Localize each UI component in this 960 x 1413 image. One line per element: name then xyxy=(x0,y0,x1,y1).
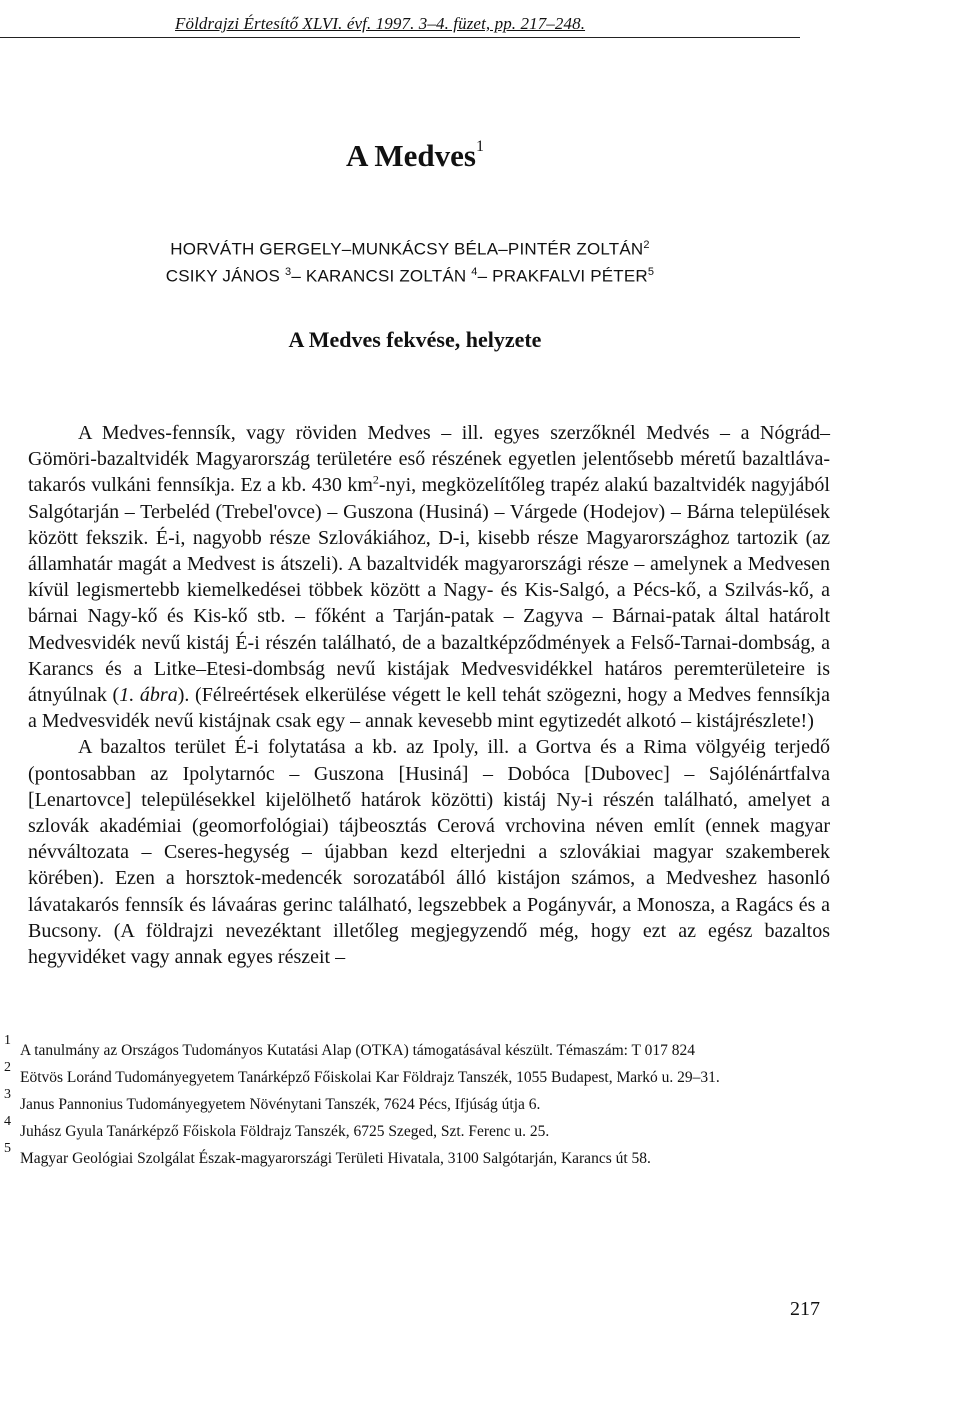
footnote-text: Magyar Geológiai Szolgálat Észak-magyarországi Területi Hivatala, 3100 Salgótarján, Karancs út 58. xyxy=(20,1150,651,1167)
author-footnote-mark: 3 xyxy=(285,265,292,278)
author-line-2-text: – PRAKFALVI PÉTER xyxy=(477,266,648,286)
section-heading: A Medves fekvése, helyzete xyxy=(288,327,542,352)
paragraph-text: ). (Félreértések elkerülése végett le kell tehát szögezni, hogy a Medves fennsíkja a Medvesvidék nevű kistájnak csak egy – annak kevesebb mint egytizedét alkotó – kistájrészlete!) xyxy=(28,684,830,733)
footnote-number: 1 xyxy=(4,1033,11,1048)
paragraph: A bazaltos terület É-i folytatása a kb. az Ipoly, ill. a Gortva és a Rima völgyéig terjedő (pontosabban az Ipolytarnóc – Guszona [Husiná] – Dobóca [Dubovec] – Sajólénártfalva [Lenartovce] településekkel kijelölhető határok közötti) kistáj Ny-i részén található, amelyet a szlovák akadémiai (geomorfológiai) tájbeosztás Cerová vrchovina néven említ (ennek magyar névváltozata – Cseres-hegység – újabban kezd elterjedni a szlovákiai magyar szakemberek körében). Ezen a horsztok-medencék sorozatából álló kistájon számos, a Medveshez hasonló lávatakarós fennsík és lávaáras gerinc található, legszebbek a Pogányvár, a Monosza, a Ragács és a Bucsony. (A földrajzi nevezéktant illetőleg megjegyzendő még, hogy ezt az egész bazaltos hegyvidéket vagy annak egyes részeit – xyxy=(28,736,830,969)
author-list xyxy=(0,234,820,287)
title-footnote-mark: 1 xyxy=(476,137,484,155)
footnote xyxy=(0,1087,830,1115)
article-title-text: A Medves xyxy=(345,138,476,173)
paragraph-text: A Medves-fennsík, vagy röviden Medves – ill. egyes szerzőknél Medvés – a Nógrád–Gömöri-bazaltvidék Magyarország területére eső részének egyetlen jelentősebb méretű bazaltláva-takarós vulkáni fennsíkja. Ez a kb. 430 km xyxy=(28,422,830,497)
author-footnote-mark: 2 xyxy=(643,239,650,251)
footnote xyxy=(0,1114,830,1142)
author-line-2-text: CSIKY JÁNOS xyxy=(165,266,285,286)
footnote xyxy=(0,1033,830,1061)
figure-reference: 1. ábra xyxy=(119,684,178,707)
footnote-text: Juhász Gyula Tanárképző Főiskola Földrajz Tanszék, 6725 Szeged, Szt. Ferenc u. 25. xyxy=(20,1123,550,1140)
author-footnote-mark: 4 xyxy=(471,265,478,278)
page-number: 217 xyxy=(790,1298,820,1320)
footnote-text: Eötvös Loránd Tudományegyetem Tanárképző Főiskolai Kar Földrajz Tanszék, 1055 Budapest, Markó u. 29–31. xyxy=(20,1069,720,1086)
footnote xyxy=(0,1060,830,1088)
footnote-number: 3 xyxy=(4,1087,11,1102)
header-rule xyxy=(0,37,800,38)
body-text xyxy=(28,420,830,970)
superscript: 2 xyxy=(372,472,379,487)
author-footnote-mark: 5 xyxy=(647,265,655,278)
footnotes xyxy=(0,1033,860,1175)
footnote-text: A tanulmány az Országos Tudományos Kutatási Alap (OTKA) támogatásával készült. Témaszám: T 017 824 xyxy=(20,1042,695,1059)
article-title xyxy=(0,138,830,174)
author-line-2-text: – KARANCSI ZOLTÁN xyxy=(291,266,472,286)
footnote-number: 2 xyxy=(4,1060,11,1075)
footnote xyxy=(0,1141,830,1169)
paragraph-text: -nyi, megközelítőleg trapéz alakú bazaltvidék nagyjából Salgótarján – Terbeléd (Trebel'ovce) – Guszona (Husiná) – Várgede (Hodejov) – Bárna települések között fekszik. É-i, nagyobb része Szlovákiához, D-i, kisebb része Magyarországhoz tartozik (az államhatár magát a Medvest is átszeli). A bazaltvidék magyarországi része – amelynek a Medvesen kívül legismertebb kiemelkedései többek között a Nagy- és Kis-Salgó, a Pécs-kő, a Szilvás-kő, a bárnai Nagy-kő és Kis-kő stb. – főként a Tarján-patak – Zagyva – Bárnai-patak által határolt Medvesvidék nevű kistáj É-i részén található, de a bazaltképződmények a Felső-Tarnai-dombság, a Karancs és a Litke–Etesi-dombság nevű kistájak Medvesvidékkel határos peremterületeire is átnyúlnak ( xyxy=(28,474,830,707)
footnote-text: Janus Pannonius Tudományegyetem Növénytani Tanszék, 7624 Pécs, Ifjúság útja 6. xyxy=(20,1096,541,1113)
author-line-1 xyxy=(0,234,820,261)
running-header xyxy=(0,6,960,38)
footnote-number: 5 xyxy=(4,1141,11,1156)
author-line-2 xyxy=(0,261,820,288)
author-line-1-text: HORVÁTH GERGELY–MUNKÁCSY BÉLA–PINTÉR ZOLTÁN xyxy=(170,239,644,259)
footnote-number: 4 xyxy=(4,1114,11,1129)
paragraph xyxy=(28,420,830,734)
journal-reference: Földrajzi Értesítő XLVI. évf. 1997. 3–4. füzet, pp. 217–248. xyxy=(175,14,586,33)
